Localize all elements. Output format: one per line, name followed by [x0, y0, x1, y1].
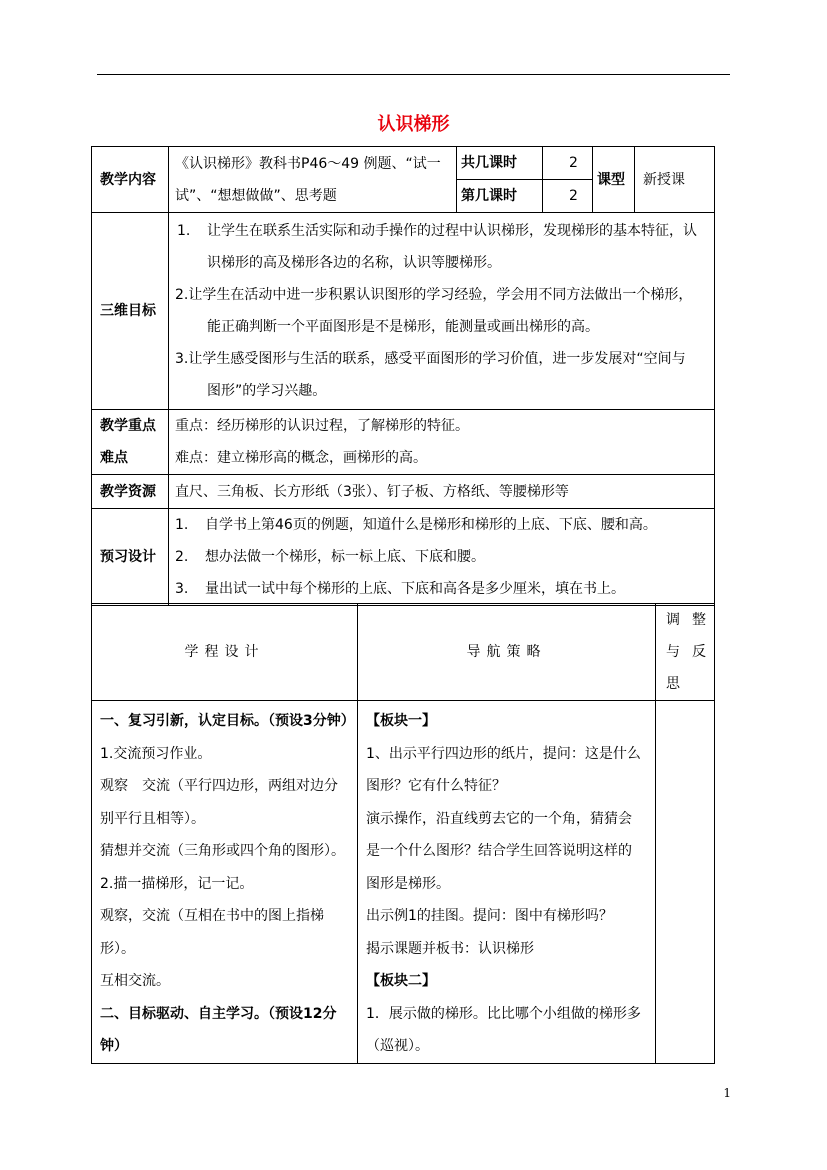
keypoints-cell — [169, 410, 715, 475]
text-line: 出示例1的挂图。提问：图中有梯形吗？ — [366, 908, 613, 924]
page-number: 1 — [723, 1086, 731, 1100]
section-heading: 一、复习引新，认定目标。（预设3分钟） — [100, 713, 355, 729]
text-line: 形）。 — [100, 940, 135, 957]
goals-cell — [169, 213, 715, 410]
header-rule — [97, 74, 730, 75]
lesson-type-value: 新授课 — [635, 147, 715, 213]
text-line: 图形是梯形。 — [366, 875, 450, 892]
lesson-type-label: 课型 — [593, 147, 635, 213]
content-text: 《认识梯形》教科书P46～49 例题、“试一试”、“想想做做”、思考题 — [169, 147, 457, 213]
goal-item: 1. 让学生在联系生活实际和动手操作的过程中认识梯形，发现梯形的基本特征，认 识梯形的高及梯形各边的名称，认识等腰梯形。 — [177, 223, 697, 271]
key-point: 重点：经历梯形的认识过程，了解梯形的特征。 — [175, 418, 469, 434]
text-line: 1、出示平行四边形的纸片，提问：这是什么 — [366, 745, 641, 762]
total-periods-value: 2 — [543, 147, 593, 180]
text-line: 互相交流。 — [100, 973, 170, 989]
block-heading: 【板块一】 — [366, 713, 436, 729]
text-line: 2.描一描梯形，记一记。 — [100, 875, 254, 892]
preview-item: 1. 自学书上第46页的例题，知道什么是梯形和梯形的上底、下底、腰和高。 — [175, 517, 657, 533]
difficulty: 难点：建立梯形高的概念，画梯形的高。 — [175, 450, 427, 466]
navigation-strategy-content — [358, 701, 656, 1064]
section-heading: 二、目标驱动、自主学习。（预设12分 — [100, 1005, 337, 1022]
text-line: 别平行且相等）。 — [100, 810, 205, 827]
text-line: 观察，交流（互相在书中的图上指梯 — [100, 908, 324, 924]
preview-item: 2. 想办法做一个梯形，标一标上底、下底和腰。 — [175, 549, 485, 565]
preview-label: 预习设计 — [92, 509, 169, 606]
goal-item: 3.让学生感受图形与生活的联系，感受平面图形的学习价值，进一步发展对“空间与 图形”的学习兴趣。 — [175, 351, 686, 399]
text-line: 演示操作，沿直线剪去它的一个角，猜猜会 — [366, 810, 632, 827]
process-design-header: 学程设计 — [92, 604, 358, 701]
goal-item: 2.让学生在活动中进一步积累认识图形的学习经验，学会用不同方法做出一个梯形， 能正确判断一个平面图形是不是梯形，能测量或画出梯形的高。 — [175, 287, 693, 335]
text-line: 猜想并交流（三角形或四个角的图形）。 — [100, 843, 345, 859]
preview-cell — [169, 509, 715, 606]
text-line: 1．展示做的梯形。比比哪个小组做的梯形多 — [366, 1005, 641, 1022]
document-title: 认识梯形 — [377, 114, 450, 135]
navigation-strategy-header: 导航策略 — [358, 604, 656, 701]
block-heading: 【板块二】 — [366, 973, 436, 989]
adjust-reflect-content — [656, 701, 715, 1064]
preview-item: 3. 量出试一试中每个梯形的上底、下底和高各是多少厘米，填在书上。 — [175, 581, 625, 597]
goals-label: 三维目标 — [92, 213, 169, 410]
text-line: 图形？它有什么特征？ — [366, 778, 506, 794]
text-line: 观察 交流（平行四边形，两组对边分 — [100, 778, 338, 794]
total-periods-label: 共几课时 — [457, 147, 543, 180]
adjust-reflect-header: 调 整 与 反 思 — [656, 604, 715, 701]
resources-text: 直尺、三角板、长方形纸（3张）、钉子板、方格纸、等腰梯形等 — [169, 475, 715, 509]
resources-label: 教学资源 — [92, 475, 169, 509]
content-label: 教学内容 — [92, 147, 169, 213]
text-line: 揭示课题并板书：认识梯形 — [366, 940, 534, 957]
text-line: 是一个什么图形？结合学生回答说明这样的 — [366, 843, 632, 859]
current-period-value: 2 — [543, 180, 593, 213]
lesson-info-table — [91, 146, 715, 606]
learning-process-table — [91, 603, 715, 1064]
text-line: （巡视）。 — [366, 1038, 429, 1054]
text-line: 1.交流预习作业。 — [100, 745, 212, 762]
section-heading: 钟） — [100, 1038, 128, 1054]
keypoints-label: 教学重点 难点 — [92, 410, 169, 475]
process-design-content — [92, 701, 358, 1064]
current-period-label: 第几课时 — [457, 180, 543, 213]
